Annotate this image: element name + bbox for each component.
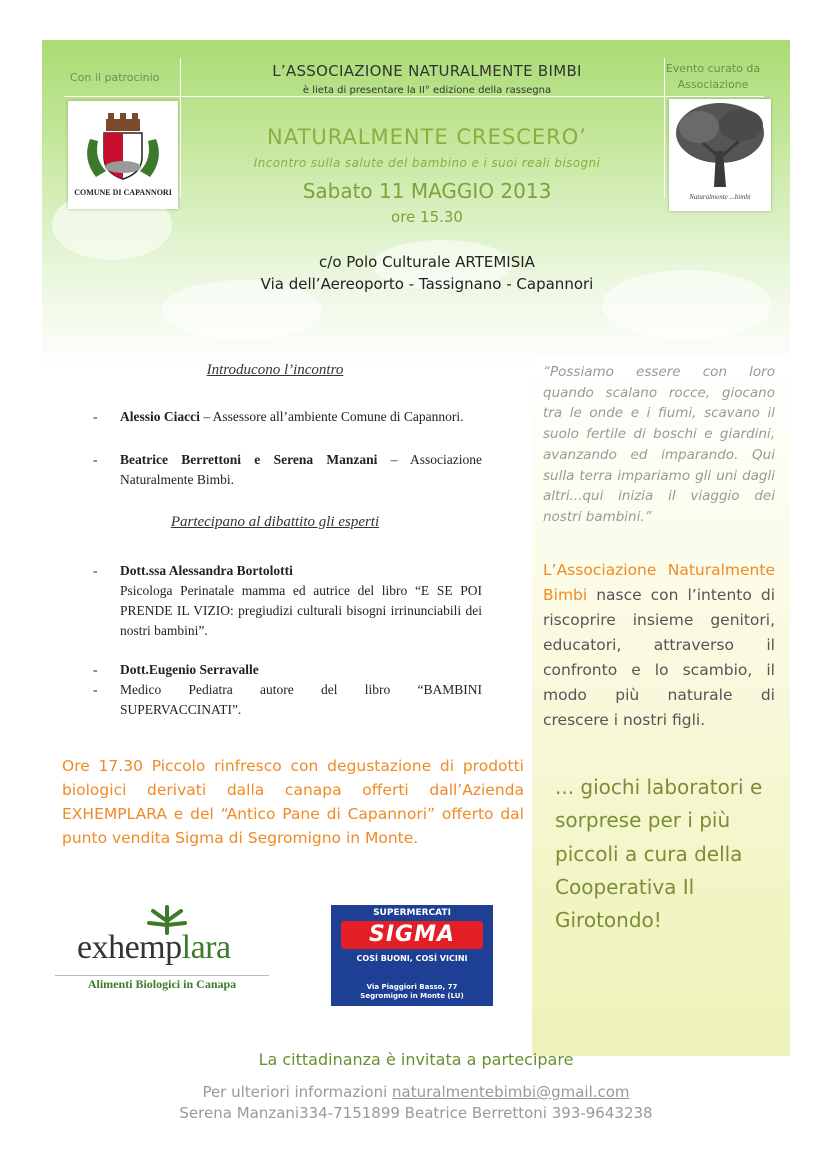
naturalmente-bimbi-logo: [669, 99, 771, 211]
sigma-address-line2: Segromigno in Monte (LU): [360, 992, 464, 1000]
association-mission: nasce con l’intento di riscoprire insieme genitori, educatori, attraverso il confronto e lo scambio, il modo più naturale di crescere i nostri figli.: [543, 586, 775, 729]
event-date: Sabato 11 MAGGIO 2013: [302, 179, 552, 203]
expert-name: Dott.Eugenio Serravalle: [120, 662, 259, 677]
speaker-role: – Associazione Naturalmente Bimbi.: [120, 452, 482, 487]
expert-description: Medico Pediatra autore del libro “BAMBINI SUPERVACCINATI”.: [120, 682, 482, 717]
event-time: ore 15.30: [391, 208, 463, 226]
header-divider: [64, 96, 764, 97]
bullet-dash: -: [93, 452, 98, 467]
tree-icon: [669, 99, 771, 191]
assoc-logo-label: Naturalmente ...bimbi: [689, 193, 751, 201]
event-subtitle: Incontro sulla salute del bambino e i suoi reali bisogni: [253, 156, 601, 170]
info-label: Per ulteriori informazioni: [202, 1083, 393, 1101]
venue-address: Via dell’Aereoporto - Tassignano - Capannori: [260, 275, 594, 293]
sigma-address: [331, 983, 493, 1001]
association-subtitle: è lieta di presentare la II° edizione della rassegna: [302, 85, 552, 96]
expert-name: Dott.ssa Alessandra Bortolotti: [120, 563, 293, 578]
speaker-name: Alessio Ciacci: [120, 409, 200, 424]
exhemplara-logo: [55, 901, 269, 996]
bullet-dash: -: [93, 563, 98, 578]
children-quote: “Possiamo essere con loro quando scalano rocce, giocano tra le onde e i fiumi, scavano il suolo fertile di boschi e giardini, avanzando ed imparando. Qui sulla terra impariamo gli uni dagli altri...qui inizia il viaggio dei nostri bambini.”: [543, 364, 775, 525]
venue-name: c/o Polo Culturale ARTEMISIA: [319, 253, 535, 271]
activities-text: ... giochi laboratori e sorprese per i più piccoli a cura della Cooperativa Il Girotondo!: [555, 775, 763, 933]
patrocinio-label: Con il patrocinio: [70, 71, 160, 84]
rinfresco-text: Ore 17.30 Piccolo rinfresco con degustazione di prodotti biologici derivati dalla canapa offerti dall’Azienda EXHEMPLARA e del “Antico Pane di Capannori” offerto dal punto vendita Sigma di Segromigno in Monte.: [62, 757, 524, 847]
evento-curato-label: Evento curato da Associazione: [665, 62, 761, 91]
comune-capannori-logo: [68, 101, 178, 209]
bullet-dash: -: [93, 662, 98, 677]
sigma-slogan: COSÍ BUONI, COSÍ VICINI: [356, 954, 468, 963]
association-title: L’ASSOCIAZIONE NATURALMENTE BIMBI: [272, 62, 582, 80]
info-line: [42, 1083, 790, 1101]
event-title: NATURALMENTE CRESCERO’: [267, 125, 587, 149]
exhemplara-wordmark: [77, 929, 231, 967]
speaker-name: Beatrice Berrettoni e Serena Manzani: [120, 452, 378, 467]
sigma-top-label: SUPERMERCATI: [373, 908, 451, 918]
association-name: L’Associazione Naturalmente Bimbi: [543, 561, 775, 604]
contacts-line: Serena Manzani334-7151899 Beatrice Berrettoni 393-9643238: [179, 1104, 653, 1122]
exhemplara-tagline: Alimenti Biologici in Canapa: [87, 977, 237, 991]
sigma-logo: [331, 905, 493, 1006]
bullet-dash: -: [93, 409, 98, 424]
intro-heading: Introducono l’incontro: [206, 362, 344, 378]
comune-logo-label: COMUNE DI CAPANNORI: [74, 188, 172, 197]
exhemplara-word-part1: exhemp: [77, 929, 182, 966]
experts-heading: Partecipano al dibattito gli esperti: [170, 514, 380, 530]
bullet-dash: -: [93, 682, 98, 697]
invitation-text: La cittadinanza è invitata a partecipare: [258, 1050, 574, 1069]
exhemplara-divider: [55, 975, 269, 976]
sigma-wordmark: SIGMA: [341, 921, 483, 949]
speaker-role: – Assessore all’ambiente Comune di Capannori.: [199, 409, 464, 424]
association-description: [543, 558, 775, 733]
email-link[interactable]: naturalmentebimbi@gmail.com: [392, 1083, 630, 1101]
exhemplara-word-part2: lara: [181, 929, 231, 966]
sigma-address-line1: Via Piaggiori Basso, 77: [366, 983, 458, 991]
expert-description: Psicologa Perinatale mamma ed autrice del libro “E SE POI PRENDE IL VIZIO: pregiudizi culturali bisogni irrinunciabili dei nostri bambini”.: [120, 583, 482, 638]
coat-of-arms-icon: [68, 101, 178, 187]
